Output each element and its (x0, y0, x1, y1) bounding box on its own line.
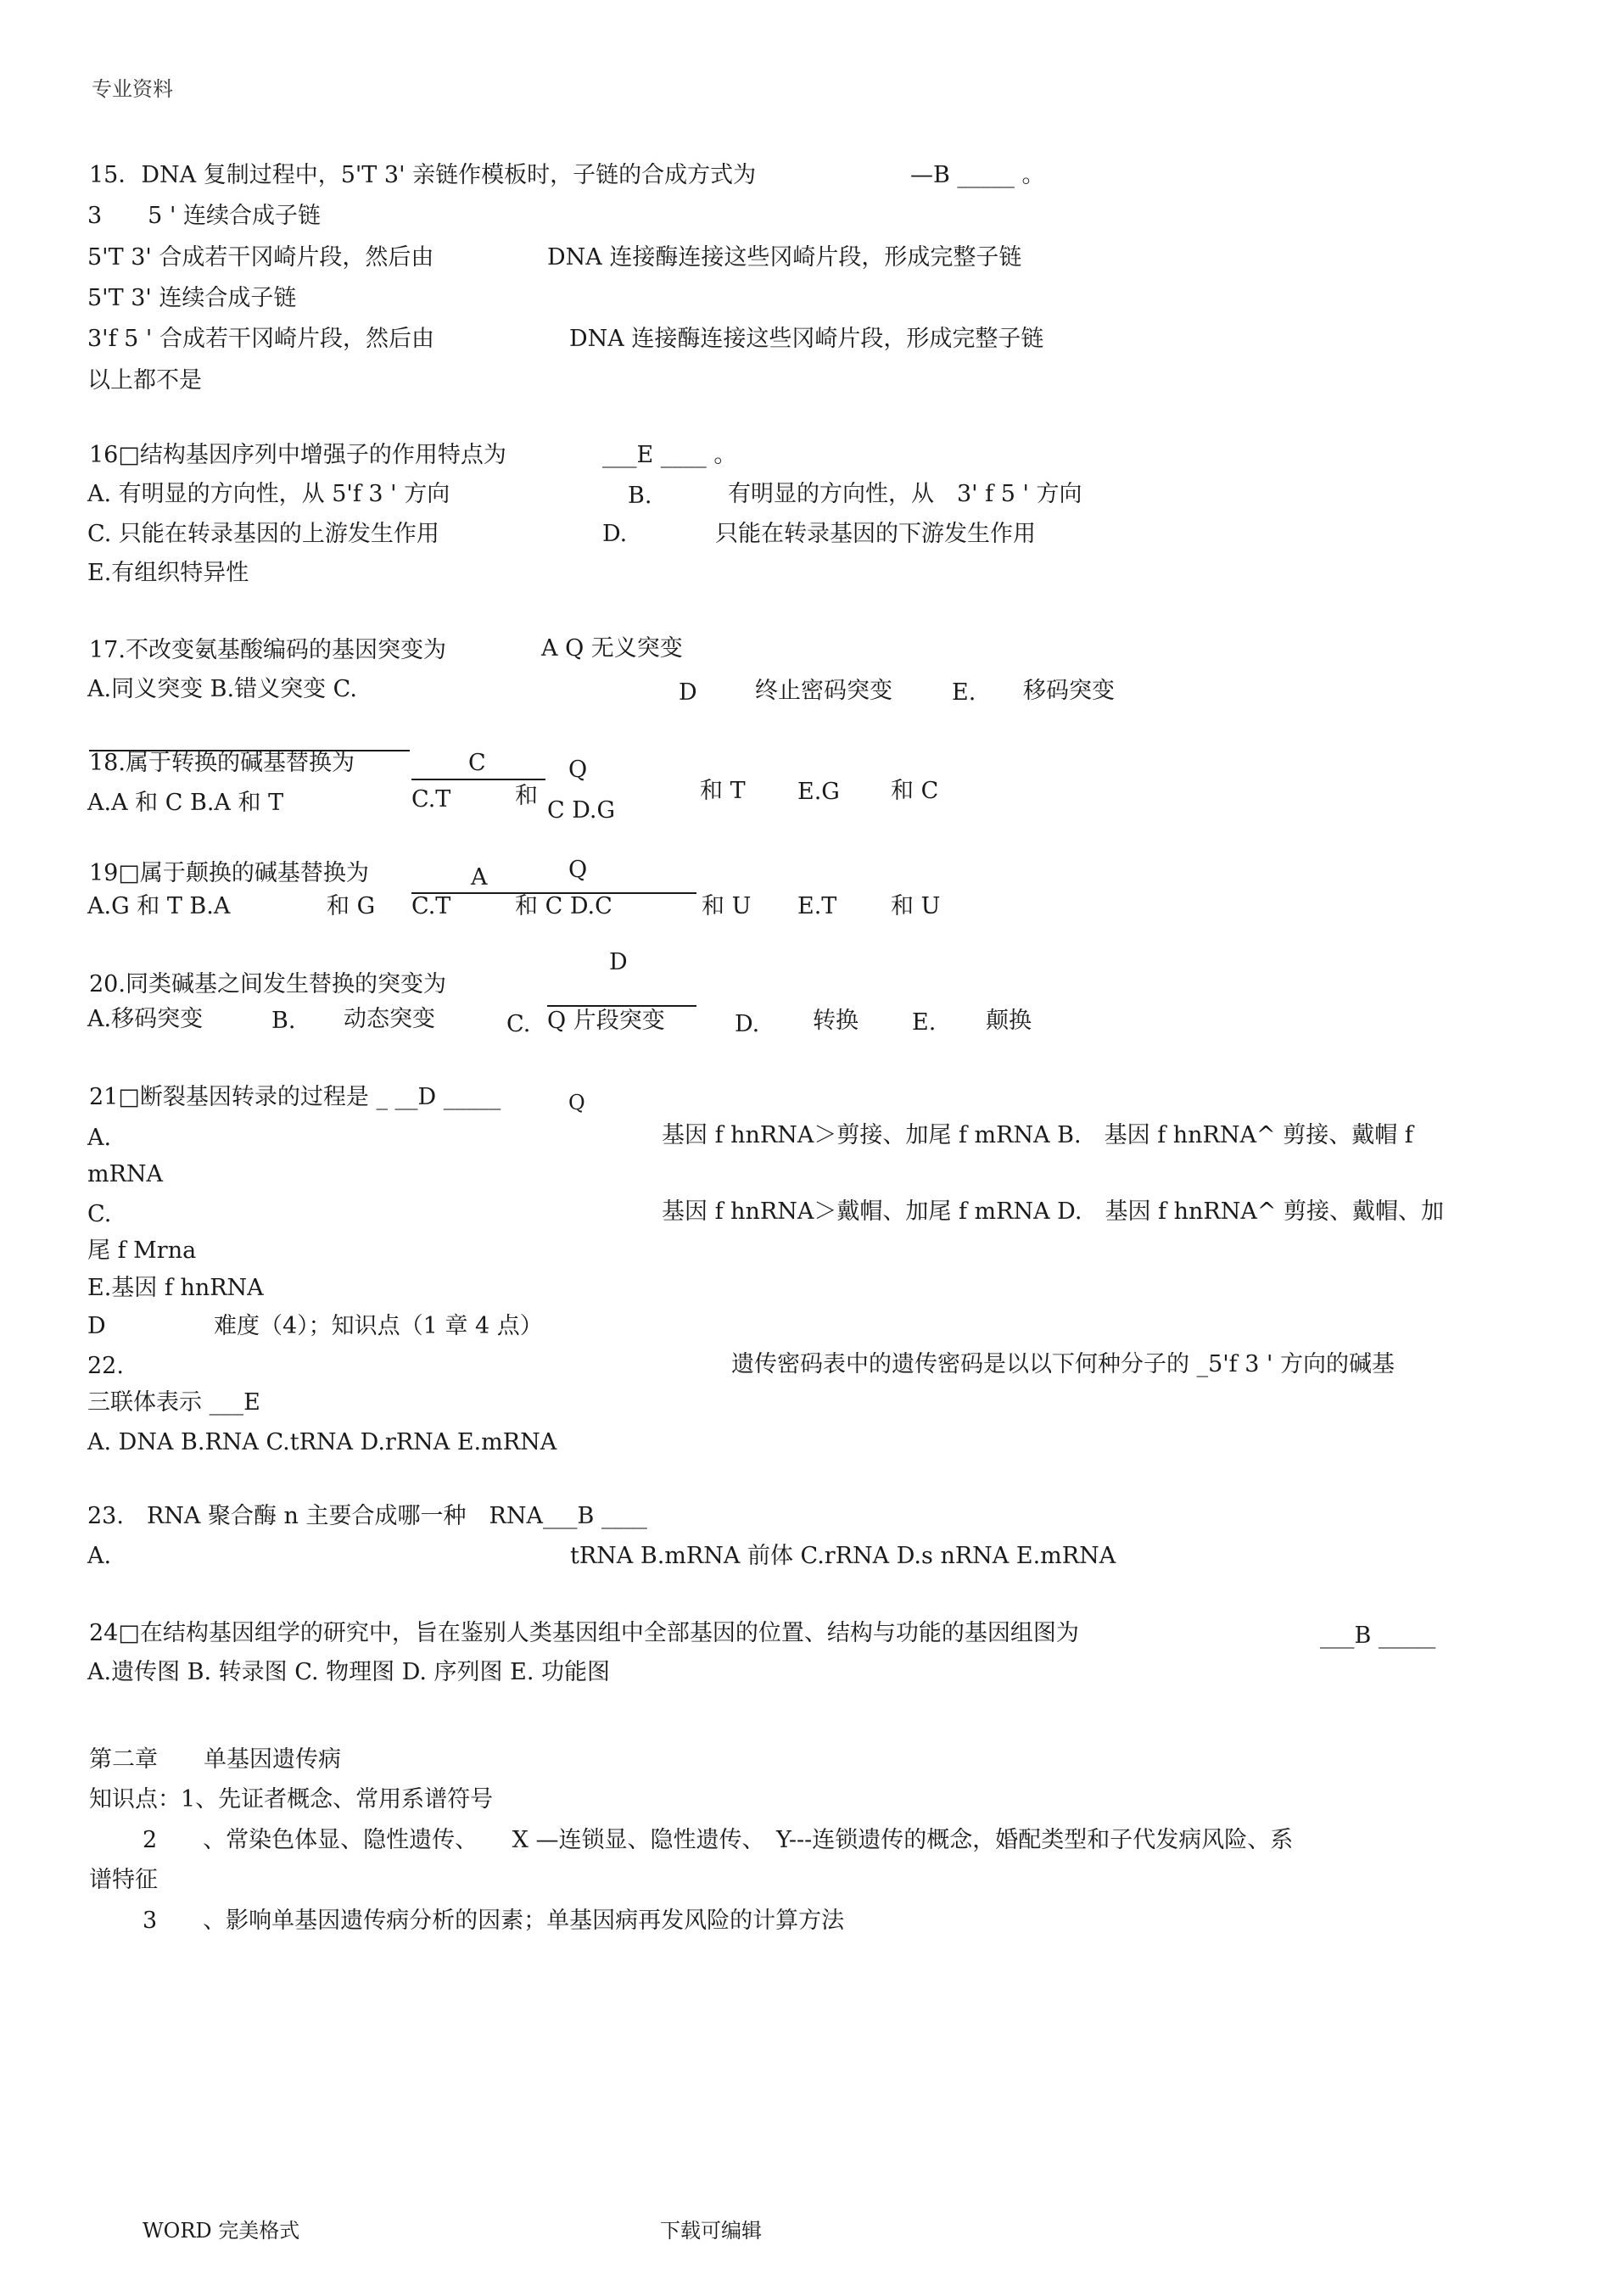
q17-answer: A Q 无义突变 (541, 635, 683, 662)
q19-option-e: E.T (797, 893, 837, 919)
q17-options-ab: A.同义突变 B.错义突变 C. (87, 676, 357, 702)
q16-option-b: 有明显的方向性，从 3' f 5 ' 方向 (728, 481, 1082, 507)
q20-option-e-label: E. (912, 1009, 937, 1036)
q21-difficulty: 难度（4）；知识点（1 章 4 点） (214, 1313, 543, 1339)
footer-left: WORD 完美格式 (143, 2219, 300, 2243)
q21-options-ab-cont: mRNA (87, 1161, 164, 1187)
q18-q-mark: Q (568, 757, 588, 783)
q17-stem: 17.不改变氨基酸编码的基因突变为 (89, 637, 446, 663)
chapter-knowledge-point-1: 知识点：1、先证者概念、常用系谱符号 (89, 1786, 494, 1813)
q15-option-2-cont: DNA 连接酶连接这些冈崎片段，形成完整子链 (547, 244, 1022, 271)
page-header: 专业资料 (92, 77, 173, 101)
q20-option-c-label: C. (506, 1011, 531, 1037)
q18-answer-rule (411, 779, 545, 780)
q20-stem: 20.同类碱基之间发生替换的突变为 (89, 971, 446, 997)
q23-option-a-label: A. (87, 1543, 112, 1569)
q16-option-e: E.有组织特异性 (87, 560, 249, 586)
q19-options-ab: A.G 和 T B.A (87, 893, 231, 919)
q20-option-b: 动态突变 (344, 1006, 435, 1032)
q16-option-b-label: B. (628, 483, 652, 509)
q18-he-2: 和 T (700, 778, 746, 804)
q22-stem: 遗传密码表中的遗传密码是以以下何种分子的 _5'f 3 ' 方向的碱基 (731, 1351, 1395, 1377)
q18-option-c: C.T (411, 786, 451, 813)
chapter-knowledge-point-2: 2 、常染色体显、隐性遗传、 X —连锁显、隐性遗传、 Y---连锁遗传的概念，婚配类型和子代发病风险、系 (143, 1827, 1294, 1853)
q16-option-d: 只能在转录基因的下游发生作用 (715, 521, 1036, 547)
q19-stem: 19□属于颠换的碱基替换为 (89, 860, 369, 886)
chapter-knowledge-point-2-cont: 谱特征 (89, 1867, 158, 1893)
q21-options-cd: 基因 f hnRNA＞戴帽、加尾 f mRNA D. 基因 f hnRNA^ 剪接、戴帽、加 (662, 1198, 1445, 1225)
chapter-title: 第二章 单基因遗传病 (89, 1746, 341, 1773)
q21-option-a-label: A. (87, 1125, 112, 1151)
q24-options: A.遗传图 B. 转录图 C. 物理图 D. 序列图 E. 功能图 (87, 1659, 611, 1685)
q21-option-c-label: C. (87, 1201, 112, 1227)
q18-answer: C (468, 750, 486, 776)
q22-stem-cont: 三联体表示 ___E (87, 1389, 260, 1416)
q18-stem: 18.属于转换的碱基替换为 (89, 750, 355, 776)
q18-options-ab: A.A 和 C B.A 和 T (87, 790, 284, 816)
q17-option-d-label: D (679, 679, 697, 706)
q16-option-c: C. 只能在转录基因的上游发生作用 (87, 521, 439, 547)
q18-he-1: 和 (515, 783, 538, 809)
q19-q-mark: Q (568, 857, 588, 883)
chapter-knowledge-point-3: 3 、影响单基因遗传病分析的因素；单基因病再发风险的计算方法 (143, 1908, 845, 1934)
footer-right: 下载可编辑 (660, 2219, 762, 2243)
q15-option-1: 3 5 ' 连续合成子链 (87, 203, 321, 229)
q15-stem: 15．DNA 复制过程中，5'T 3' 亲链作模板时，子链的合成方式为 (89, 162, 757, 188)
q20-option-c: Q 片段突变 (547, 1008, 665, 1034)
q20-option-d-label: D. (735, 1011, 760, 1037)
q19-option-c: C.T (411, 893, 451, 919)
q21-option-e: E.基因 f hnRNA (87, 1275, 264, 1301)
q23-options: tRNA B.mRNA 前体 C.rRNA D.s nRNA E.mRNA (570, 1543, 1116, 1569)
q16-option-d-label: D. (602, 521, 628, 547)
q23-stem: 23. RNA 聚合酶 n 主要合成哪一种 RNA___B ____ (87, 1503, 647, 1529)
q15-option-3: 5'T 3' 连续合成子链 (87, 285, 297, 311)
q16-option-a: A. 有明显的方向性，从 5'f 3 ' 方向 (87, 481, 450, 507)
q18-option-e: E.G (797, 779, 840, 805)
q20-option-b-label: B. (271, 1008, 296, 1034)
q17-option-d: 终止密码突变 (755, 678, 892, 704)
q17-option-e-label: E. (952, 679, 976, 706)
q19-he-2: 和 U (702, 893, 752, 919)
q19-answer: A (471, 864, 488, 891)
q20-option-d: 转换 (813, 1008, 859, 1034)
q17-option-e: 移码突变 (1023, 678, 1115, 704)
q15-option-4-cont: DNA 连接酶连接这些冈崎片段，形成完整子链 (569, 326, 1044, 352)
q16-stem: 16□结构基因序列中增强子的作用特点为 (89, 442, 506, 468)
q19-he-3: 和 U (891, 893, 941, 919)
q21-q-mark: Q (568, 1091, 585, 1114)
q19-he-1: 和 G (327, 893, 376, 919)
q15-option-2: 5'T 3' 合成若干冈崎片段，然后由 (87, 244, 434, 271)
q20-option-a: A.移码突变 (87, 1006, 204, 1032)
q15-option-5: 以上都不是 (87, 367, 202, 394)
q21-answer: D (87, 1313, 106, 1339)
q20-option-e: 颠换 (986, 1008, 1032, 1034)
q24-stem: 24□在结构基因组学的研究中，旨在鉴别人类基因组中全部基因的位置、结构与功能的基因组图为 (89, 1620, 1079, 1646)
q18-he-3: 和 C (891, 778, 939, 804)
q22-number: 22. (87, 1353, 124, 1379)
q15-answer: —B _____ 。 (910, 162, 1045, 188)
q19-option-cd: 和 C D.C (515, 893, 612, 919)
q15-option-4: 3'f 5 ' 合成若干冈崎片段，然后由 (87, 326, 434, 352)
q21-options-ab: 基因 f hnRNA＞剪接、加尾 f mRNA B. 基因 f hnRNA^ 剪接、戴帽 f (662, 1122, 1413, 1148)
q22-options: A. DNA B.RNA C.tRNA D.rRNA E.mRNA (87, 1429, 557, 1455)
q18-option-cd: C D.G (547, 797, 616, 824)
q16-answer: ___E ____ 。 (602, 442, 737, 468)
q21-options-cd-cont: 尾 f Mrna (87, 1237, 197, 1264)
q21-stem: 21□断裂基因转录的过程是 _ __D _____ (89, 1084, 501, 1110)
q24-answer: ___B _____ (1320, 1623, 1436, 1649)
q20-answer: D (609, 949, 628, 975)
